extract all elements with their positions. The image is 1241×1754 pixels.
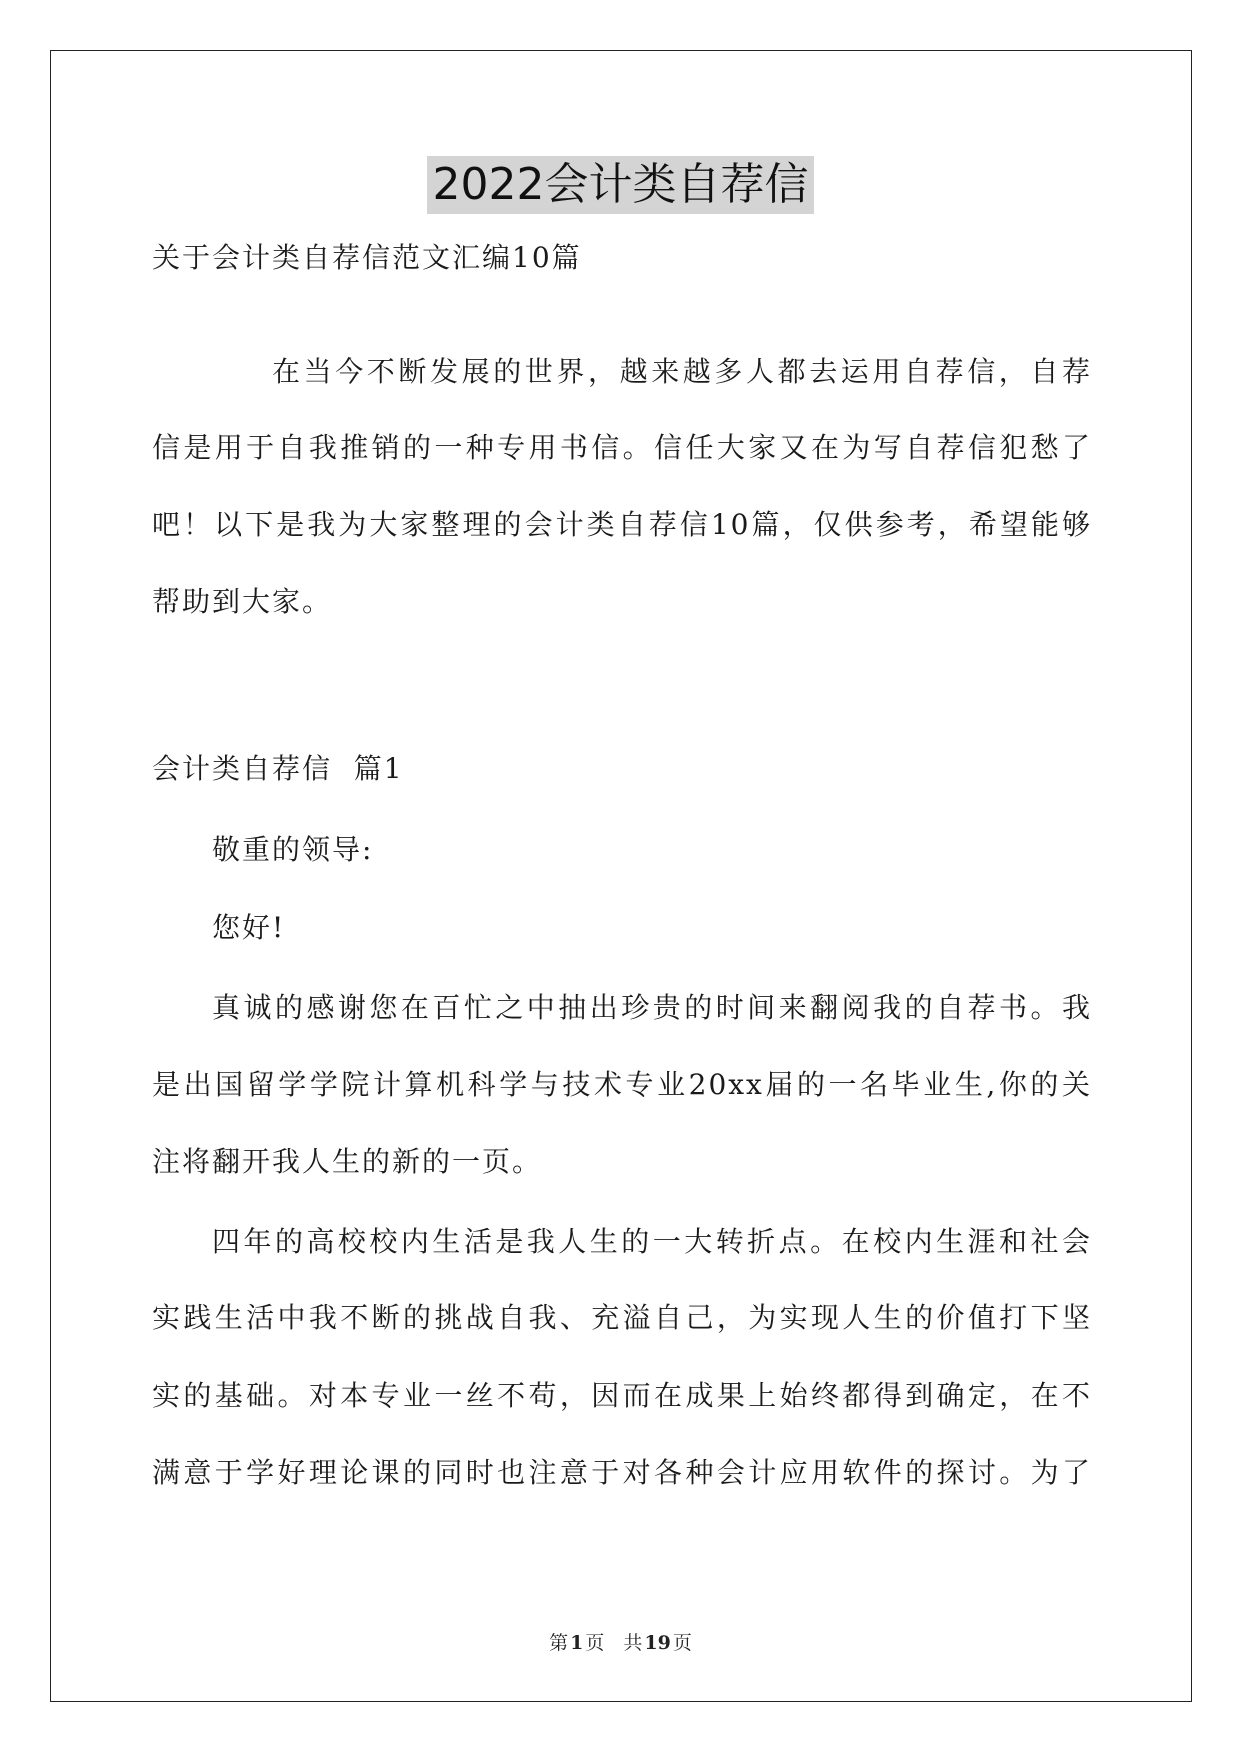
salutation: 敬重的领导: bbox=[212, 833, 374, 866]
page-prefix: 第 bbox=[549, 1632, 569, 1654]
paragraph-line: 实践生活中我不断的挑战自我、充溢自己，为实现人生的价值打下坚 bbox=[152, 1301, 1092, 1334]
paragraph-line: 四年的高校校内生活是我人生的一大转折点。在校内生涯和社会 bbox=[212, 1225, 1092, 1258]
page-total: 19 bbox=[644, 1632, 671, 1654]
paragraph-line: 满意于学好理论课的同时也注意于对各种会计应用软件的探讨。为了 bbox=[152, 1456, 1092, 1489]
paragraph-line: 实的基础。对本专业一丝不苟，因而在成果上始终都得到确定，在不 bbox=[152, 1379, 1092, 1412]
intro-line: 吧！以下是我为大家整理的会计类自荐信10篇，仅供参考，希望能够 bbox=[152, 508, 1092, 541]
document-title: 2022会计类自荐信 bbox=[427, 156, 815, 214]
section-heading: 会计类自荐信 篇1 bbox=[152, 752, 404, 785]
intro-line: 在当今不断发展的世界，越来越多人都去运用自荐信，自荐 bbox=[272, 355, 1092, 388]
paragraph-line: 是出国留学学院计算机科学与技术专业20xx届的一名毕业生,你的关 bbox=[152, 1068, 1092, 1101]
page-current: 1 bbox=[570, 1632, 584, 1654]
document-subtitle: 关于会计类自荐信范文汇编10篇 bbox=[152, 241, 582, 274]
title-wrap bbox=[0, 156, 1241, 214]
paragraph-line: 注将翻开我人生的新的一页。 bbox=[152, 1145, 543, 1178]
intro-line: 信是用于自我推销的一种专用书信。信任大家又在为写自荐信犯愁了 bbox=[152, 431, 1092, 464]
paragraph-line: 真诚的感谢您在百忙之中抽出珍贵的时间来翻阅我的自荐书。我 bbox=[212, 991, 1092, 1024]
greeting: 您好! bbox=[212, 911, 286, 944]
page-suffix: 页 bbox=[672, 1632, 692, 1654]
page-mid: 页 共 bbox=[585, 1632, 643, 1654]
page-footer bbox=[0, 1628, 1241, 1655]
intro-line: 帮助到大家。 bbox=[152, 585, 333, 618]
